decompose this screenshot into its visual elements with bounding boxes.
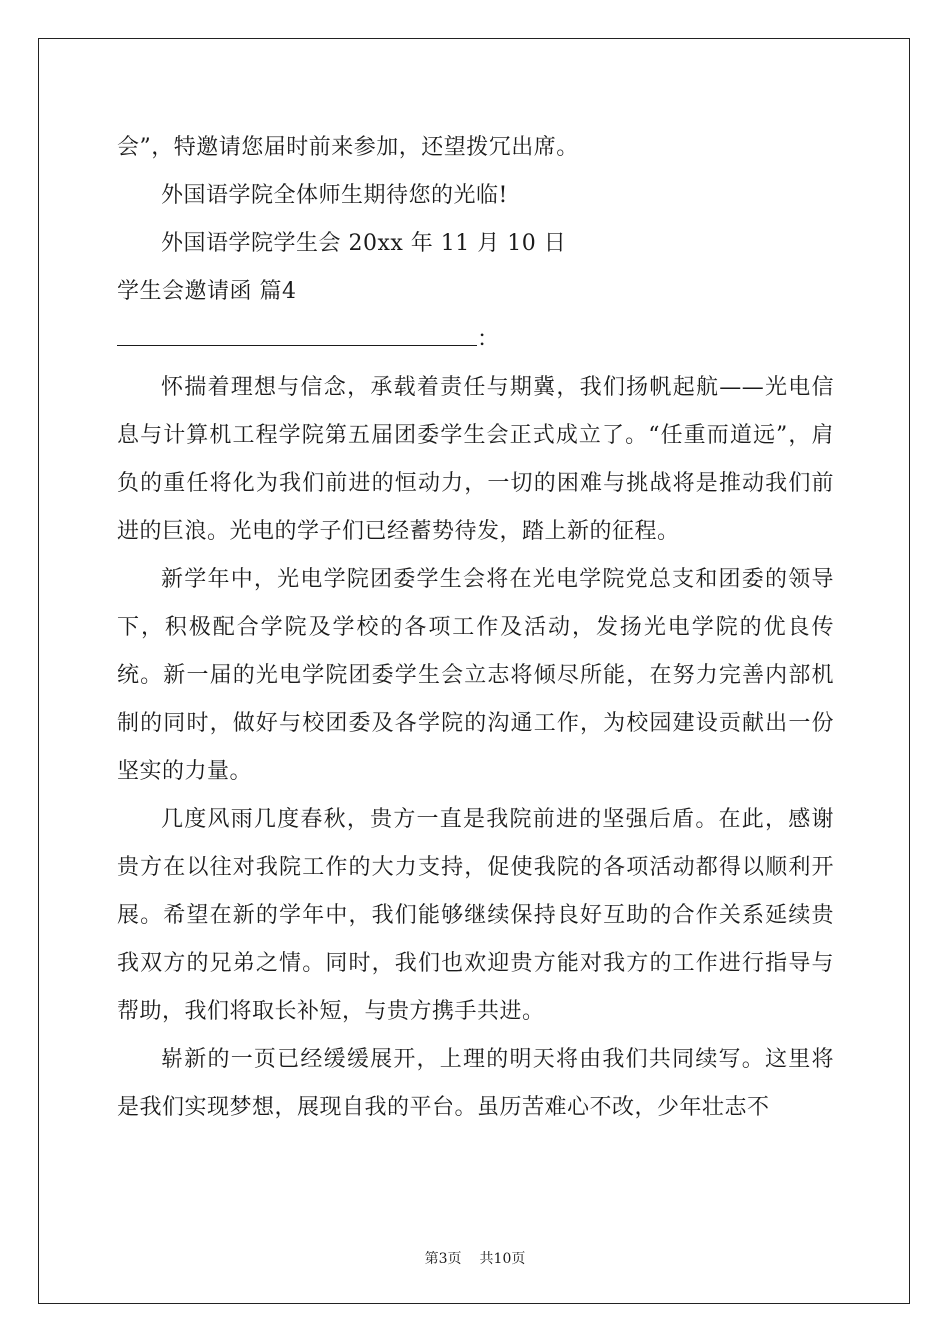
page-number: 第3页: [424, 1251, 462, 1267]
page-total: 共10页: [479, 1251, 526, 1267]
section-title: 学生会邀请函 篇4: [117, 279, 297, 304]
paragraph: 新学年中，光电学院团委学生会将在光电学院党总支和团委的领导下，积极配合学院及学校的各项工作及活动，发扬光电学院的优良传统。新一届的光电学院团委学生会立志将倾尽所能，在努力完善内部机制的同时，做好与校团委及各学院的沟通工作，为校园建设贡献出一份坚实的力量。: [117, 567, 834, 784]
signature-line: 外国语学院学生会 20xx 年 11 月 10 日: [161, 231, 567, 256]
paragraph: 怀揣着理想与信念，承载着责任与期冀，我们扬帆起航——光电信息与计算机工程学院第五届团委学生会正式成立了。“任重而道远”，肩负的重任将化为我们前进的恒动力，一切的困难与挑战将是推动我们前进的巨浪。光电的学子们已经蓄势待发，踏上新的征程。: [117, 375, 834, 544]
paragraph: 崭新的一页已经缓缓展开，上理的明天将由我们共同续写。这里将是我们实现梦想，展现自我的平台。虽历苦难心不改，少年壮志不: [117, 1047, 834, 1120]
document-body: [117, 124, 834, 1132]
text-line: 外国语学院全体师生期待您的光临!: [161, 183, 508, 208]
page-footer: [0, 1248, 950, 1268]
salutation-line: [117, 316, 834, 364]
text-line: 会”，特邀请您届时前来参加，还望拨冗出席。: [117, 135, 579, 160]
recipient-blank: [117, 317, 477, 346]
paragraph: 几度风雨几度春秋，贵方一直是我院前进的坚强后盾。在此，感谢贵方在以往对我院工作的大力支持，促使我院的各项活动都得以顺利开展。希望在新的学年中，我们能够继续保持良好互助的合作关系延续贵我双方的兄弟之情。同时，我们也欢迎贵方能对我方的工作进行指导与帮助，我们将取长补短，与贵方携手共进。: [117, 807, 834, 1024]
salutation-colon: ：: [477, 327, 500, 352]
